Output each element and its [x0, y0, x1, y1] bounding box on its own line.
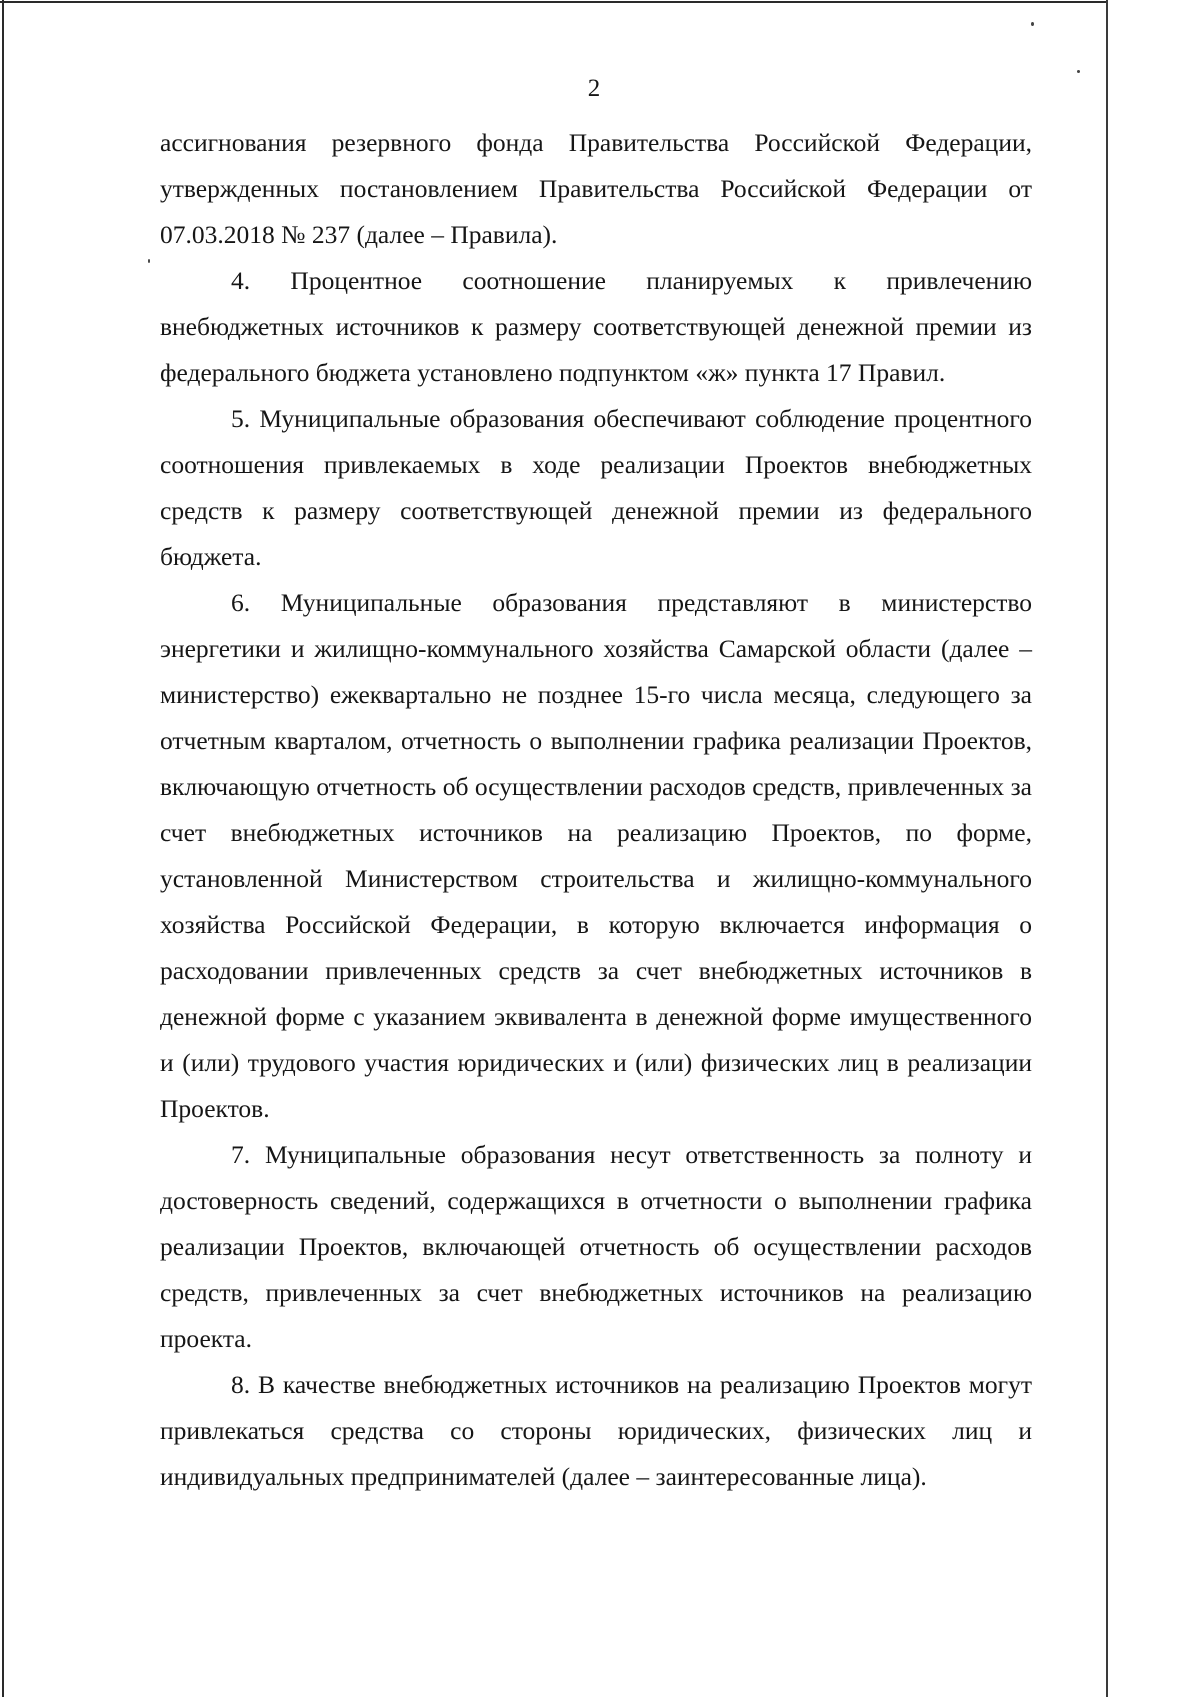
scan-border-left	[2, 0, 4, 1697]
scan-speck	[1077, 70, 1080, 73]
paragraph-7: 7. Муниципальные образования несут ответственность за полноту и достоверность сведений, содержащихся в отчетности о выполнении графика реализации Проектов, включающей отчетность об осуществлении расходов средств, привлеченных за счет внебюджетных источников на реализацию проекта.	[160, 1140, 1032, 1353]
paragraph-8: 8. В качестве внебюджетных источников на реализацию Проектов могут привлекаться средства со стороны юридических, физических лиц и индивидуальных предпринимателей (далее – заинтересованные лица).	[160, 1370, 1032, 1491]
paragraph-4: 4. Процентное соотношение планируемых к привлечению внебюджетных источников к размеру соответствующей денежной премии из федерального бюджета установлено подпунктом «ж» пункта 17 Правил.	[160, 266, 1032, 387]
paragraph-5: 5. Муниципальные образования обеспечивают соблюдение процентного соотношения привлекаемых в ходе реализации Проектов внебюджетных средств к размеру соответствующей денежной премии из федерального бюджета.	[160, 404, 1032, 571]
document-body	[160, 120, 1032, 1500]
scan-border-right	[1106, 0, 1108, 1697]
paragraph-continuation: ассигнования резервного фонда Правительства Российской Федерации, утвержденных постановлением Правительства Российской Федерации от 07.03.2018 № 237 (далее – Правила).	[160, 128, 1032, 249]
scan-speck	[148, 259, 150, 263]
scan-speck	[1031, 22, 1034, 26]
scan-border-top	[0, 1, 1108, 3]
paragraph-6: 6. Муниципальные образования представляют в министерство энергетики и жилищно-коммунального хозяйства Самарской области (далее – министерство) ежеквартально не позднее 15-го числа месяца, следующего за отчетным кварталом, отчетность о выполнении графика реализации Проектов, включающую отчетность об осуществлении расходов средств, привлеченных за счет внебюджетных источников на реализацию Проектов, по форме, установленной Министерством строительства и жилищно-коммунального хозяйства Российской Федерации, в которую включается информация о расходовании привлеченных средств за счет внебюджетных источников в денежной форме с указанием эквивалента в денежной форме имущественного и (или) трудового участия юридических и (или) физических лиц в реализации Проектов.	[160, 588, 1032, 1123]
page-number: 2	[587, 75, 601, 102]
